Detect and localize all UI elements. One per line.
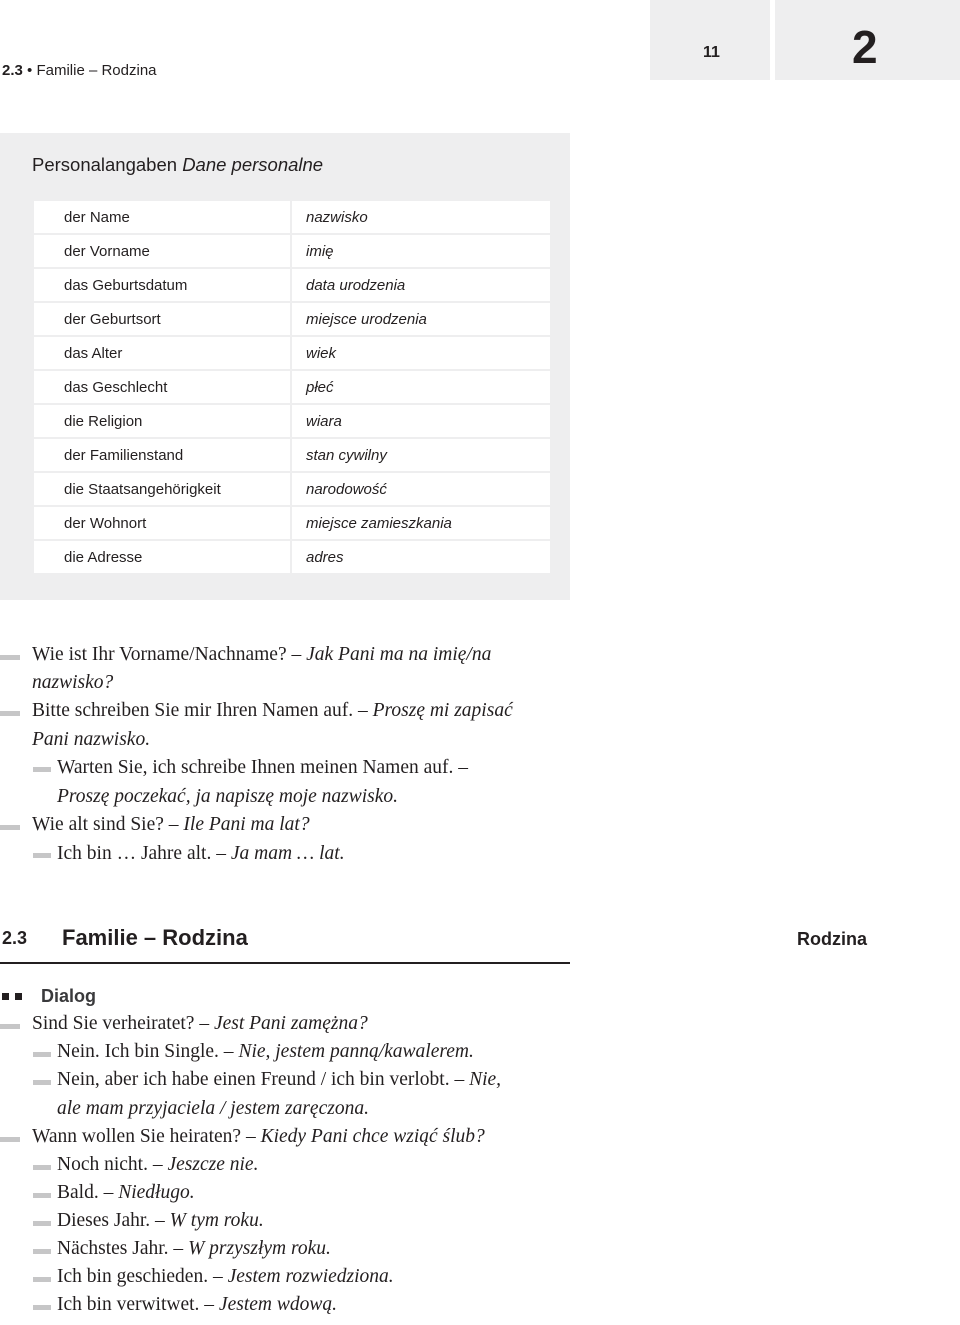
table-row xyxy=(33,438,551,472)
speaker-b-marker xyxy=(33,1193,51,1198)
dialog-pl: W przyszłym roku. xyxy=(188,1238,331,1259)
dialog-pl: Jest Pani zamężna? xyxy=(213,1013,368,1034)
term-de: die Adresse xyxy=(33,540,291,574)
page-number-box xyxy=(650,0,770,80)
speaker-b-marker xyxy=(33,1052,51,1057)
term-pl: stan cywilny xyxy=(291,438,551,472)
term-de: die Staatsangehörigkeit xyxy=(33,472,291,506)
term-de: der Familienstand xyxy=(33,438,291,472)
phrase-pl: nazwisko? xyxy=(32,672,114,693)
dialog-line xyxy=(57,1182,195,1204)
dialog-pl: W tym roku. xyxy=(169,1210,264,1231)
speaker-b-marker xyxy=(33,1221,51,1226)
phrase-de: Warten Sie, ich schreibe Ihnen meinen Namen auf. – xyxy=(57,757,469,778)
phrase-de: Wie alt sind Sie? – xyxy=(32,814,179,835)
table-row xyxy=(33,404,551,438)
dialog-line xyxy=(57,1041,474,1063)
personal-data-title-de: Personalangaben xyxy=(32,154,178,175)
phrase-line xyxy=(57,843,345,865)
speaker-a-marker xyxy=(0,825,20,830)
term-de: das Geschlecht xyxy=(33,370,291,404)
phrase-line xyxy=(57,757,468,779)
phrase-line-continued xyxy=(32,729,150,751)
section-rule xyxy=(0,962,570,964)
dialog-de: Bald. – xyxy=(57,1182,114,1203)
dialog-de: Dieses Jahr. – xyxy=(57,1210,165,1231)
phrase-line xyxy=(32,700,513,722)
table-row xyxy=(33,200,551,234)
speaker-b-marker xyxy=(33,1080,51,1085)
running-head-section-num: 2.3 xyxy=(2,62,23,79)
term-de: die Religion xyxy=(33,404,291,438)
dialog-de: Noch nicht. – xyxy=(57,1154,163,1175)
term-pl: wiara xyxy=(291,404,551,438)
phrase-pl: Proszę mi zapisać xyxy=(372,700,513,721)
dialog-de: Ich bin geschieden. – xyxy=(57,1266,223,1287)
speaker-b-marker xyxy=(33,767,51,772)
dialog-de: Wann wollen Sie heiraten? – xyxy=(32,1126,256,1147)
table-row xyxy=(33,336,551,370)
table-row xyxy=(33,302,551,336)
phrase-line-continued xyxy=(57,786,398,808)
term-de: der Geburtsort xyxy=(33,302,291,336)
dialog-line xyxy=(57,1069,501,1091)
table-row xyxy=(33,268,551,302)
phrase-pl: Ja mam … lat. xyxy=(230,843,345,864)
term-pl: miejsce urodzenia xyxy=(291,302,551,336)
dialog-pl: Kiedy Pani chce wziąć ślub? xyxy=(260,1126,485,1147)
phrase-de: Bitte schreiben Sie mir Ihren Namen auf. – xyxy=(32,700,368,721)
speaker-a-marker xyxy=(0,1024,20,1029)
phrase-line-continued xyxy=(32,672,113,694)
table-row xyxy=(33,370,551,404)
dialog-pl: ale mam przyjaciela / jestem zaręczona. xyxy=(57,1098,369,1119)
phrase-de: Ich bin … Jahre alt. – xyxy=(57,843,226,864)
phrase-line xyxy=(32,814,310,836)
personal-data-table xyxy=(32,199,552,575)
speaker-b-marker xyxy=(33,1249,51,1254)
speaker-a-marker xyxy=(0,655,20,660)
dialog-pl: Jestem wdową. xyxy=(218,1294,337,1315)
dialog-pl: Jestem rozwiedziona. xyxy=(227,1266,394,1287)
dialog-label: Dialog xyxy=(41,986,97,1006)
dialog-square-icon xyxy=(15,993,22,1000)
speaker-a-marker xyxy=(0,711,20,716)
dialog-pl: Nie, jestem panną/kawalerem. xyxy=(238,1041,474,1062)
speaker-b-marker xyxy=(33,1305,51,1310)
table-row xyxy=(33,472,551,506)
dialog-line xyxy=(57,1154,258,1176)
dialog-pl: Niedługo. xyxy=(118,1182,195,1203)
personal-data-title-pl: Dane personalne xyxy=(182,154,324,175)
term-de: der Wohnort xyxy=(33,506,291,540)
dialog-de: Sind Sie verheiratet? – xyxy=(32,1013,210,1034)
dialog-de: Nächstes Jahr. – xyxy=(57,1238,184,1259)
dialog-line xyxy=(57,1294,337,1316)
table-row xyxy=(33,234,551,268)
table-row xyxy=(33,540,551,574)
page-number: 11 xyxy=(703,44,720,61)
phrase-line xyxy=(32,644,491,666)
dialog-line xyxy=(57,1210,264,1232)
term-pl: narodowość xyxy=(291,472,551,506)
speaker-b-marker xyxy=(33,1165,51,1170)
dialog-pl: Jeszcze nie. xyxy=(167,1154,259,1175)
phrase-pl: Ile Pani ma lat? xyxy=(183,814,310,835)
dialog-de: Ich bin verwitwet. – xyxy=(57,1294,215,1315)
running-head-title: Familie – Rodzina xyxy=(36,62,157,79)
phrase-pl: Jak Pani ma na imię/na xyxy=(306,644,492,665)
phrase-pl: Proszę poczekać, ja napiszę moje nazwisko. xyxy=(57,786,399,807)
phrase-pl: Pani nazwisko. xyxy=(32,729,151,750)
dialog-pl: Nie, xyxy=(469,1069,502,1090)
speaker-b-marker xyxy=(33,1277,51,1282)
term-pl: płeć xyxy=(291,370,551,404)
term-de: das Geburtsdatum xyxy=(33,268,291,302)
dialog-square-icon xyxy=(2,993,9,1000)
section-title: Familie – Rodzina xyxy=(62,925,248,950)
term-pl: data urodzenia xyxy=(291,268,551,302)
dialog-line xyxy=(32,1126,485,1148)
table-row xyxy=(33,506,551,540)
term-pl: imię xyxy=(291,234,551,268)
dialog-de: Nein, aber ich habe einen Freund / ich bin verlobt. – xyxy=(57,1069,465,1090)
section-number: 2.3 xyxy=(2,928,28,948)
term-pl: wiek xyxy=(291,336,551,370)
dialog-de: Nein. Ich bin Single. – xyxy=(57,1041,234,1062)
speaker-a-marker xyxy=(0,1137,20,1142)
dialog-line xyxy=(57,1266,394,1288)
personal-data-title xyxy=(32,154,323,176)
term-pl: nazwisko xyxy=(291,200,551,234)
dialog-line xyxy=(32,1013,368,1035)
speaker-b-marker xyxy=(33,853,51,858)
term-pl: adres xyxy=(291,540,551,574)
term-pl: miejsce zamieszkania xyxy=(291,506,551,540)
term-de: der Vorname xyxy=(33,234,291,268)
term-de: der Name xyxy=(33,200,291,234)
term-de: das Alter xyxy=(33,336,291,370)
dialog-line xyxy=(57,1238,331,1260)
section-side-label: Rodzina xyxy=(797,929,867,949)
phrase-de: Wie ist Ihr Vorname/Nachname? – xyxy=(32,644,302,665)
running-head: 2.3 • Familie – Rodzina xyxy=(2,62,157,79)
chapter-number: 2 xyxy=(852,21,878,73)
dialog-line-continued xyxy=(57,1098,369,1120)
